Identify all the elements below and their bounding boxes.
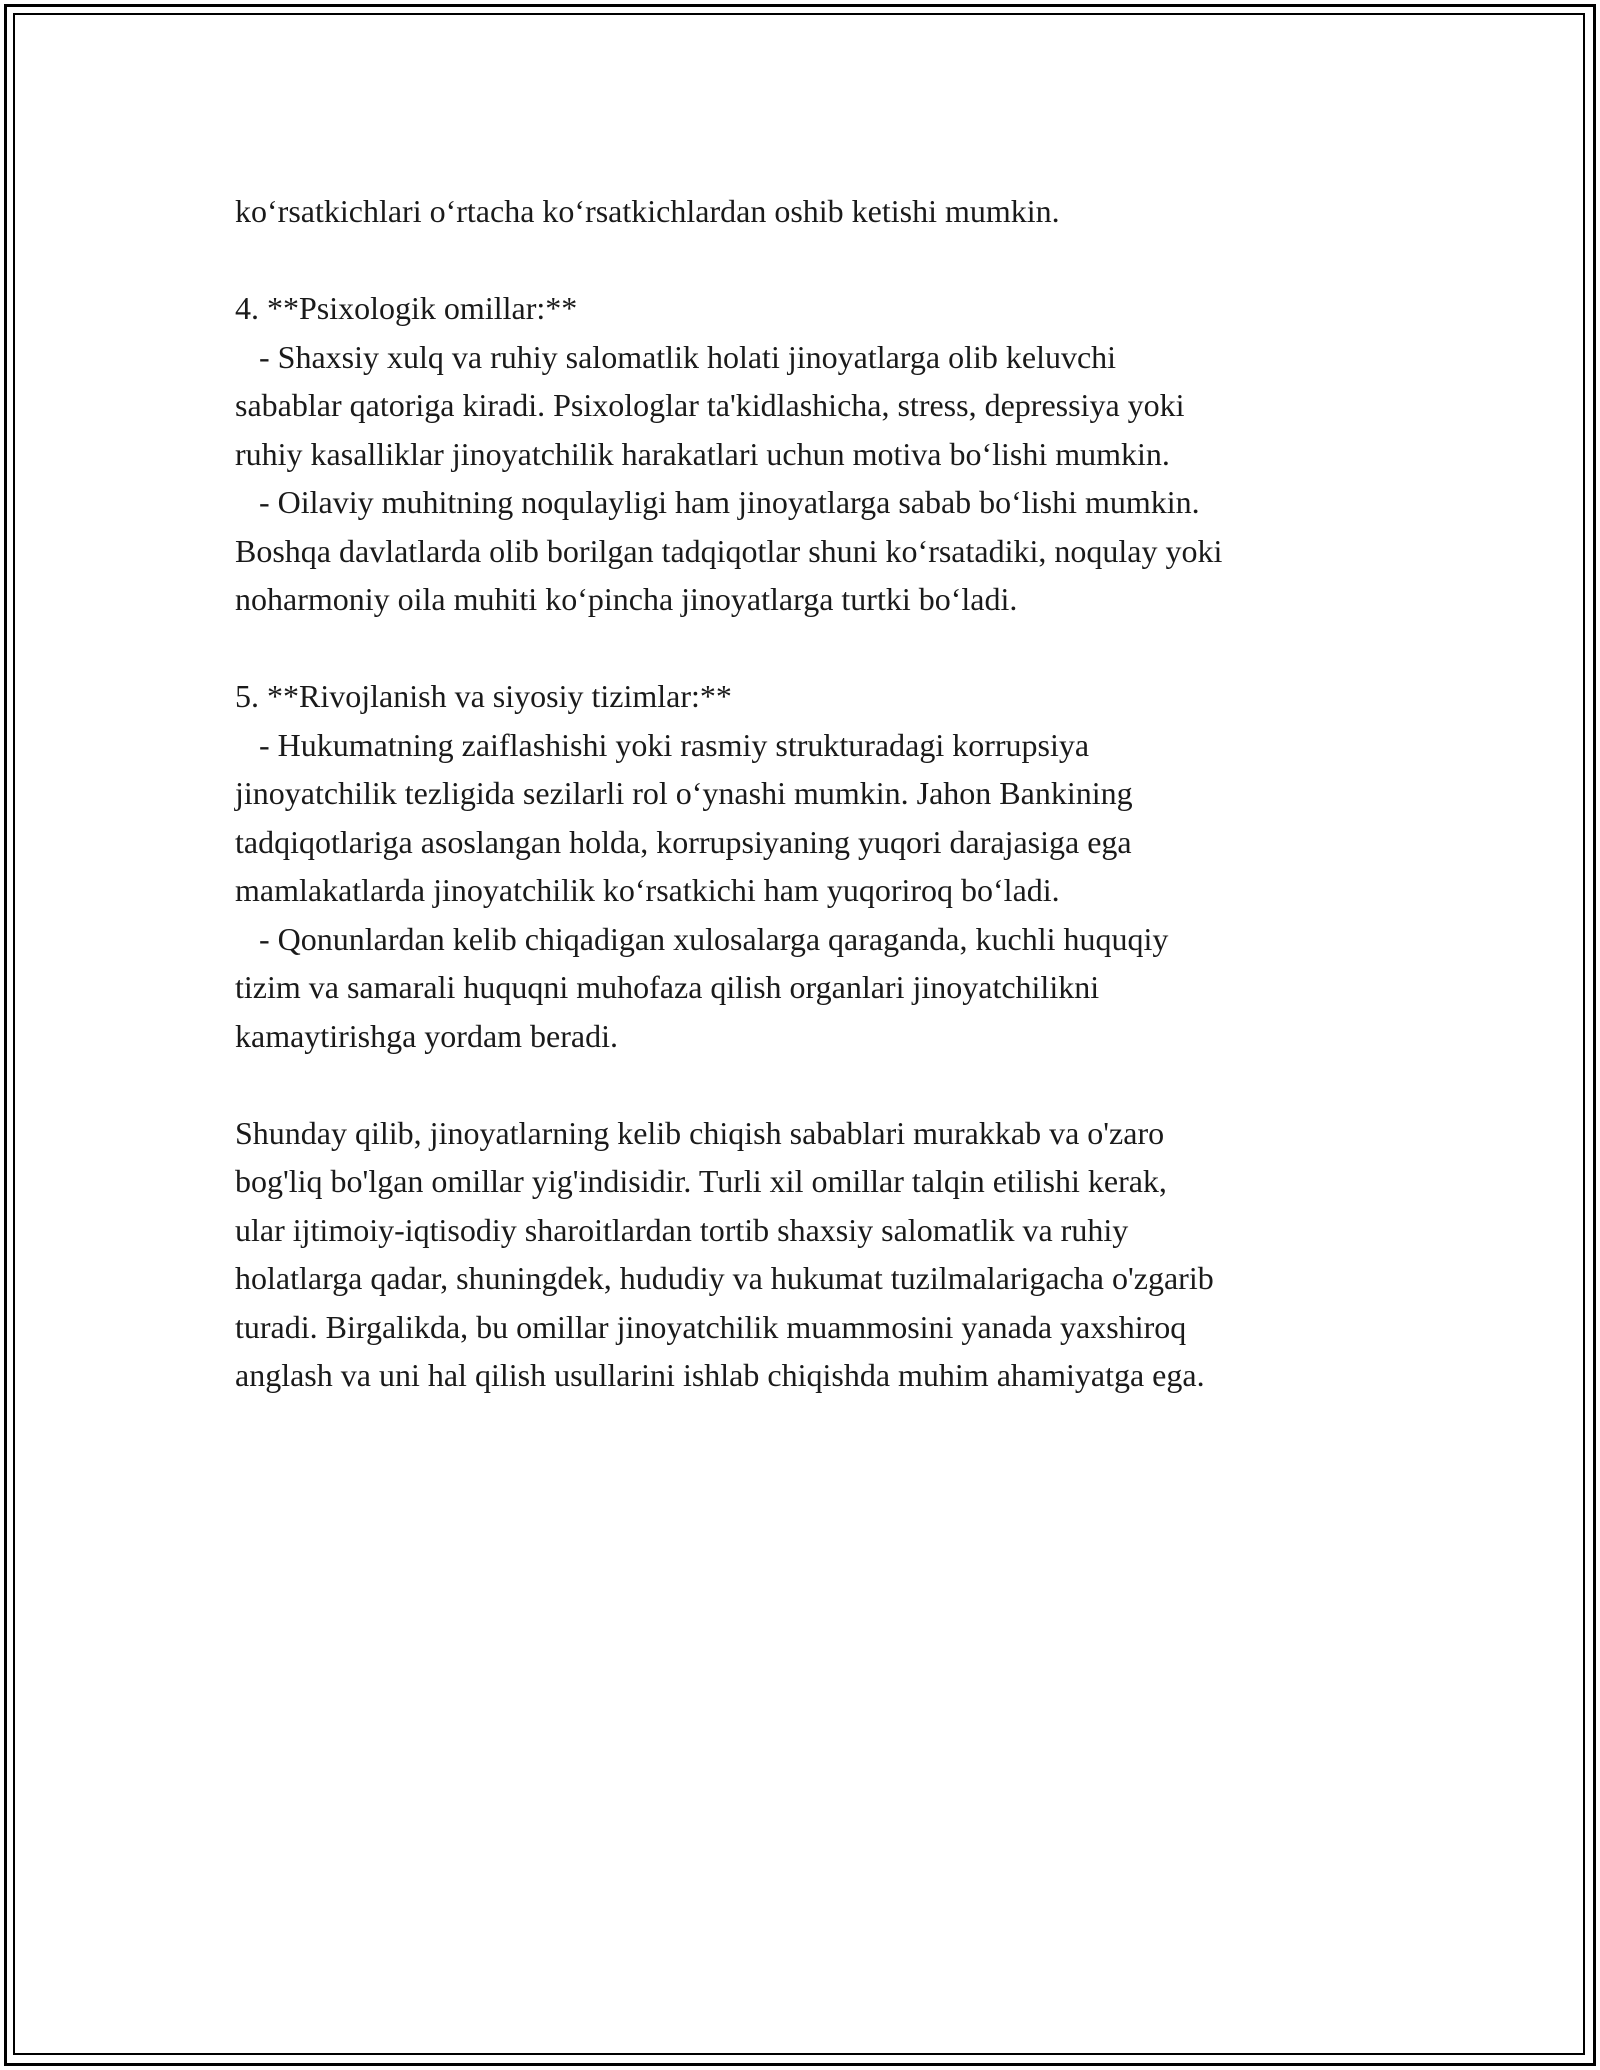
text-line: - Hukumatning zaiflashishi yoki rasmiy strukturadagi korrupsiya [235,726,1090,763]
document-body [235,187,1415,1400]
text-line: noharmoniy oila muhiti ko‘pincha jinoyatlarga turtki bo‘ladi. [235,581,1018,617]
text-line: bog'liq bo'lgan omillar yig'indisidir. Turli xil omillar talqin etilishi kerak, [235,1163,1167,1199]
text-line: Shunday qilib, jinoyatlarning kelib chiqish sabablari murakkab va o'zaro [235,1114,1165,1151]
text-line: Boshqa davlatlarda olib borilgan tadqiqotlar shuni ko‘rsatadiki, noqulay yoki [235,532,1223,569]
text-line: holatlarga qadar, shuningdek, hududiy va hukumat tuzilmalarigacha o'zgarib [235,1260,1214,1296]
blank-line [235,236,1415,285]
text-line: anglash va uni hal qilish usullarini ishlab chiqishda muhim ahamiyatga ega. [235,1357,1205,1393]
text-line: tizim va samarali huquqni muhofaza qilish organlari jinoyatchilikni [235,969,1100,1005]
text-line: sabablar qatoriga kiradi. Psixologlar ta'kidlashicha, stress, depressiya yoki [235,387,1185,423]
text-line: - Shaxsiy xulq va ruhiy salomatlik holati jinoyatlarga olib keluvchi [235,338,1117,375]
text-line: turadi. Birgalikda, bu omillar jinoyatchilik muammosini yanada yaxshiroq [235,1308,1187,1345]
text-line: - Oilaviy muhitning noqulayligi ham jinoyatlarga sabab bo‘lishi mumkin. [235,484,1200,520]
text-line: ruhiy kasalliklar jinoyatchilik harakatlari uchun motiva bo‘lishi mumkin. [235,435,1170,472]
blank-line [235,1060,1415,1109]
text-line: ko‘rsatkichlari o‘rtacha ko‘rsatkichlardan oshib ketishi mumkin. [235,193,1060,229]
text-line: mamlakatlarda jinoyatchilik ko‘rsatkichi ham yuqoriroq bo‘ladi. [235,872,1060,908]
text-line: jinoyatchilik tezligida sezilarli rol o‘ynashi mumkin. Jahon Bankining [235,775,1133,811]
section-heading: 4. **Psixologik omillar:** [235,290,578,326]
blank-line [235,624,1415,673]
text-line: kamaytirishga yordam beradi. [235,1017,618,1054]
text-line: ular ijtimoiy-iqtisodiy sharoitlardan tortib shaxsiy salomatlik va ruhiy [235,1211,1129,1248]
section-heading: 5. **Rivojlanish va siyosiy tizimlar:** [235,678,732,714]
text-line: - Qonunlardan kelib chiqadigan xulosalarga qaraganda, kuchli huquqiy [235,920,1169,957]
text-line: tadqiqotlariga asoslangan holda, korrupsiyaning yuqori darajasiga ega [235,823,1132,860]
